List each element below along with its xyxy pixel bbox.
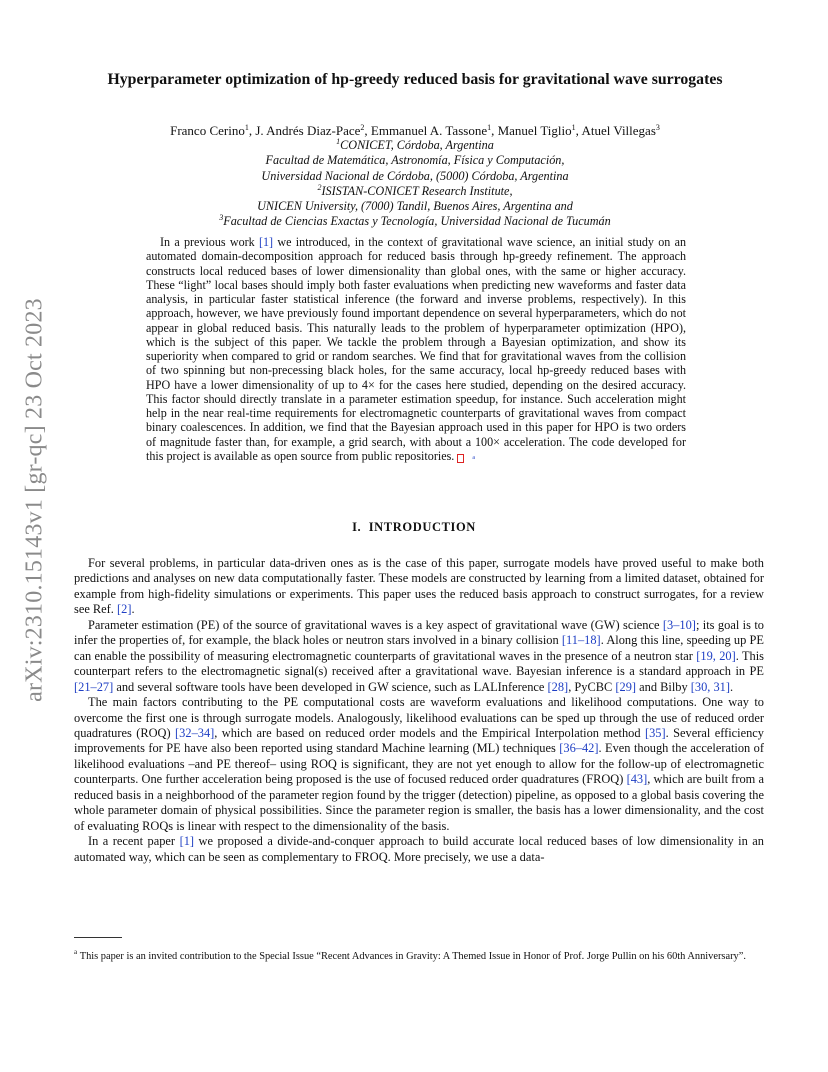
affiliation-line: $^3$Facultad de Ciencias Exactas y Tecnología, Universidad Nacional de Tucumán (219, 213, 611, 229)
abstract (146, 235, 686, 463)
citation-link[interactable]: [1] (258, 235, 274, 249)
paragraph: The main factors contributing to the PE computational costs are waveform evaluations and likelihood computations. One way to overcome the first one is through surrogate models. Analogously, likelihood evaluations can be sped up through the use of reduced order quadratures (ROQ) [32–34], which are based on reduced order models and the Empirical Interpolation method [35]. Several efficiency improvements for PE have also been reported using standard Machine learning (ML) techniques [36–42]. Even though the acceleration of likelihood evaluations –and PE thereof– using ROQ is significant, they are not yet enough to allow for the follow-up of electromagnetic counterparts. One further acceleration being proposed is the use of focused reduced order quadratures (FROQ) [43], which are built from a reduced basis in a neighborhood of the parameter region found by the trigger (detection) pipeline, as opposed to a global basis covering the whole parameter domain of physical possibilities. Since the parameter region is smaller, the basis has a lower dimensionality, and the cost of evaluating ROQs is linear with respect to the dimensionality of the basis. (74, 695, 765, 833)
author-name: Atuel Villegas (581, 123, 656, 138)
footnote-mark: a (74, 948, 78, 956)
author-affiliation-mark: 1 (487, 123, 492, 132)
arxiv-stamp (2, 0, 62, 1072)
author-name: Emmanuel A. Tassone (370, 123, 488, 138)
citation-link[interactable]: [2] (117, 602, 132, 617)
footnote-link[interactable]: a (457, 454, 464, 463)
citation-link[interactable]: [19, 20] (696, 648, 736, 663)
citation-link[interactable]: [1] (179, 834, 195, 849)
affiliation-line: UNICEN University, (7000) Tandil, Buenos Aires, Argentina and (257, 199, 573, 214)
citation-link[interactable]: [28] (547, 679, 569, 694)
footnote (74, 950, 764, 963)
footnote-text: This paper is an invited contribution to the Special Issue “Recent Advances in Gravity: A Themed Issue in Honor of Prof. Jorge Pullin on his 60th Anniversary”. (79, 951, 746, 962)
author-affiliation-mark: 1 (244, 123, 249, 132)
affiliation-line: Universidad Nacional de Córdoba, (5000) Córdoba, Argentina (261, 168, 569, 183)
paragraph: Parameter estimation (PE) of the source of gravitational waves is a key aspect of gravitational wave (GW) science [3–10]; its goal is to infer the properties of, for example, the black holes or neutron stars involved in a binary collision [11–18]. Along this line, speeding up PE can enable the possibility of measuring electromagnetic counterparts of gravitational waves in the presence of a neutron star [19, 20]. This counterpart refers to the electromagnetic signal(s) received after a gravitational wave. Bayesian inference is a standard approach in PE [21–27] and several software tools have been developed in GW science, such as LALInference [28], PyCBC [29] and Bilby [30, 31]. (74, 617, 765, 694)
introduction-body (74, 556, 764, 865)
author-affiliation-mark: 2 (360, 123, 365, 132)
paper-title: Hyperparameter optimization of hp-greedy reduced basis for gravitational wave surrogates (107, 71, 723, 88)
abstract-paragraph: In a previous work [1] we introduced, in the context of gravitational wave science, an initial study on an automated domain-decomposition approach for reduced basis through hp-greedy refinement. The approach constructs local reduced bases of lower dimensionality than global ones, with the same or higher accuracy. These “light” local bases should imply both faster evaluations when predicting new waveforms and faster data analysis, in particular faster statistical inference (the forward and inverse problems, respectively). In this approach, however, we have previously found important dependence on several hyperparameters, which do not appear in global reduced basis. This naturally leads to the problem of hyperparameter optimization (HPO), which is the subject of this paper. We tackle the problem through a Bayesian optimization, and show its superiority when compared to grid or random searches. We find that for gravitational waves from the collision of two spinning but non-precessing black holes, for the same accuracy, local hp-greedy reduced bases with HPO have a lower dimensionality of up to 4× for the cases here studied, depending on the desired accuracy. This factor should directly translate in a parameter estimation speedup, for instance. Such acceleration might help in the near real-time requirements for electromagnetic counterparts of gravitational waves from compact binary coalescences. In addition, we find that the Bayesian approach used in this paper for HPO is two orders of magnitude faster than, for example, a grid search, with about a 100× acceleration. The code developed for this project is available as open source from public repositories. a (146, 235, 686, 463)
affiliation-line: Facultad de Matemática, Astronomía, Física y Computación, (265, 153, 565, 168)
affiliation-line: $^2$ISISTAN-CONICET Research Institute, (317, 182, 513, 198)
author-name: Franco Cerino (170, 123, 245, 138)
footnote-divider (74, 937, 122, 938)
author-list: Franco Cerino$^1$, J. Andrés Diaz-Pace$^2$, Emmanuel A. Tassone$^1$, Manuel Tiglio$^1$, Atuel Villegas$^3$ (170, 123, 660, 138)
author-name: J. Andrés Diaz-Pace (255, 123, 361, 138)
section-number: I. (352, 520, 362, 534)
citation-link[interactable]: [35] (644, 725, 666, 740)
citation-link[interactable]: [29] (615, 679, 637, 694)
paragraph: For several problems, in particular data-driven ones as is the case of this paper, surrogate models have proved useful to make both predictions and analyses on new data computationally faster. These models are constructed by learning from a limited dataset, obtained for example from high-fidelity simulations or experiments. This paper uses the reduced basis approach to construct surrogates, for a review see Ref. [2]. (74, 556, 764, 617)
citation-link[interactable]: [43] (626, 772, 648, 787)
section-title: INTRODUCTION (368, 520, 476, 534)
author-affiliation-mark: 1 (571, 123, 576, 132)
author-name: Manuel Tiglio (497, 123, 572, 138)
citation-link[interactable]: [21–27] (74, 679, 114, 694)
affiliations (95, 138, 735, 230)
arxiv-identifier: arXiv:2310.15143v1 [gr-qc] 23 Oct 2023 (21, 298, 48, 702)
citation-link[interactable]: [30, 31] (690, 679, 730, 694)
author-affiliation-mark: 3 (655, 123, 660, 132)
citation-link[interactable]: [32–34] (175, 725, 215, 740)
citation-link[interactable]: [3–10] (662, 617, 696, 632)
section-heading (0, 520, 828, 535)
citation-link[interactable]: [36–42] (559, 741, 599, 756)
affiliation-line: $^1$CONICET, Córdoba, Argentina (336, 137, 494, 152)
citation-link[interactable]: [11–18] (561, 633, 601, 648)
paragraph: In a recent paper [1] we proposed a divide-and-conquer approach to build accurate local reduced bases of low dimensionality in an automated way, which can be seen as complementary to FROQ. More precisely, we use a data- (74, 834, 765, 864)
